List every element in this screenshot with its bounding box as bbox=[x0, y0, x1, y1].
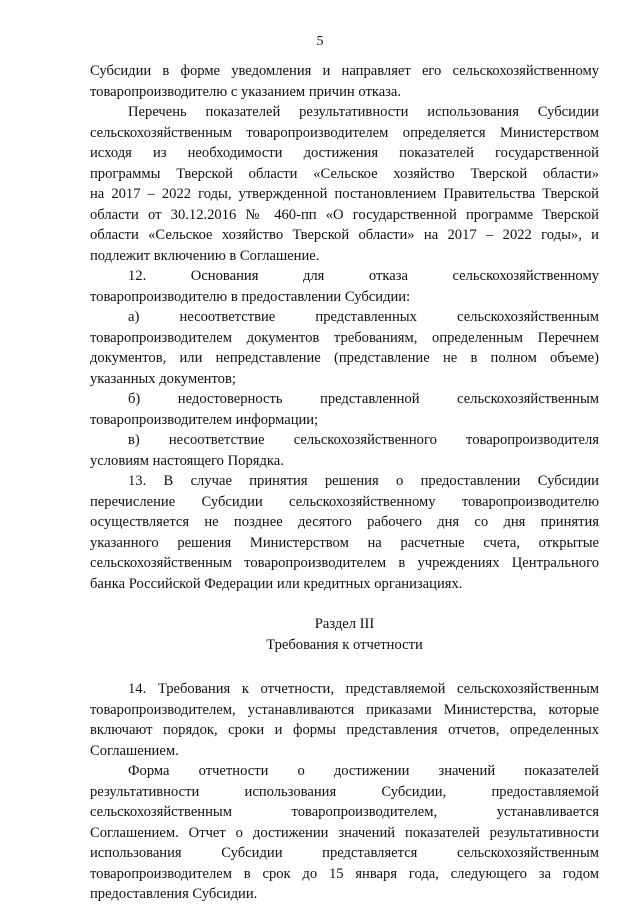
document-body bbox=[90, 61, 599, 905]
text-line: банка Российской Федерации или кредитных организациях. bbox=[90, 575, 463, 592]
text-part-1 bbox=[90, 61, 599, 594]
text-line: а) несоответствие представленных сельскохозяйственным bbox=[128, 309, 599, 325]
text-line: условиям настоящего Порядка. bbox=[90, 452, 284, 469]
paragraph bbox=[90, 471, 599, 594]
text-line: товаропроизводителем в срок до 15 января года, следующего за годом bbox=[90, 865, 599, 882]
text-line: на 2017 – 2022 годы, утвержденной постановлением Правительства Тверской bbox=[90, 186, 599, 202]
text-line: результативности использования Субсидии, предоставляемой bbox=[90, 783, 599, 800]
text-line: использования Субсидии представляется сельскохозяйственным bbox=[90, 845, 599, 861]
paragraph bbox=[90, 761, 599, 905]
text-line: Соглашением. Отчет о достижении значений показателей результативности bbox=[90, 824, 599, 841]
text-line: товаропроизводителем информации; bbox=[90, 411, 319, 428]
paragraph bbox=[90, 679, 599, 761]
section-title: Требования к отчетности bbox=[266, 636, 423, 653]
text-line: указанного решения Министерством на расчетные счета, открытые bbox=[90, 534, 599, 551]
text-line: Перечень показателей результативности использования Субсидии bbox=[128, 104, 599, 120]
paragraph bbox=[90, 430, 599, 471]
text-part-2 bbox=[90, 679, 599, 905]
text-line: Форма отчетности о достижении значений показателей bbox=[128, 763, 599, 779]
text-line: предоставления Субсидии. bbox=[90, 886, 258, 902]
text-line: осуществляется не позднее десятого рабочего дня со дня принятия bbox=[90, 514, 599, 530]
text-line: товаропроизводителем документов требованиям, определенным Перечнем bbox=[90, 329, 599, 346]
paragraph bbox=[90, 389, 599, 430]
text-line: области от 30.12.2016 № 460-пп «О государственной программе Тверской bbox=[90, 206, 599, 223]
text-line: товаропроизводителем, устанавливаются приказами Министерства, которые bbox=[90, 701, 599, 718]
text-line: включают порядок, сроки и формы представления отчетов, определенных bbox=[90, 722, 599, 738]
section-number: Раздел III bbox=[314, 616, 375, 632]
text-line: товаропроизводителю с указанием причин отказа. bbox=[90, 83, 402, 100]
text-line: 12. Основания для отказа сельскохозяйственному bbox=[128, 268, 599, 284]
text-line: 13. В случае принятия решения о предоставлении Субсидии bbox=[128, 473, 599, 489]
text-line: области «Сельское хозяйство Тверской области» на 2017 – 2022 годы», и bbox=[90, 227, 599, 243]
paragraph bbox=[90, 61, 599, 102]
text-line: программы Тверской области «Сельское хозяйство Тверской области» bbox=[90, 165, 599, 182]
page-number: 5 bbox=[316, 34, 324, 49]
text-line: б) недостоверность представленной сельскохозяйственным bbox=[128, 391, 599, 407]
text-line: сельскохозяйственным товаропроизводителем, устанавливается bbox=[90, 804, 599, 820]
paragraph bbox=[90, 307, 599, 389]
text-line: Соглашением. bbox=[90, 742, 179, 759]
text-line: товаропроизводителю в предоставлении Субсидии: bbox=[90, 288, 411, 305]
text-line: подлежит включению в Соглашение. bbox=[90, 247, 320, 264]
text-line: перечисление Субсидии сельскохозяйственному товаропроизводителю bbox=[90, 493, 599, 510]
text-line: 14. Требования к отчетности, представляемой сельскохозяйственным bbox=[128, 681, 599, 697]
text-line: Субсидии в форме уведомления и направляет его сельскохозяйственному bbox=[90, 63, 599, 79]
text-line: исходя из необходимости достижения показателей государственной bbox=[90, 145, 599, 161]
paragraph bbox=[90, 102, 599, 266]
text-line: в) несоответствие сельскохозяйственного товаропроизводителя bbox=[128, 432, 599, 448]
text-line: сельскохозяйственным товаропроизводителем определяется Министерством bbox=[90, 124, 599, 141]
text-line: документов, или непредставление (представление не в полном объеме) bbox=[90, 350, 599, 366]
text-line: указанных документов; bbox=[90, 370, 236, 387]
paragraph bbox=[90, 266, 599, 307]
text-line: сельскохозяйственным товаропроизводителем в учреждениях Центрального bbox=[90, 555, 599, 571]
